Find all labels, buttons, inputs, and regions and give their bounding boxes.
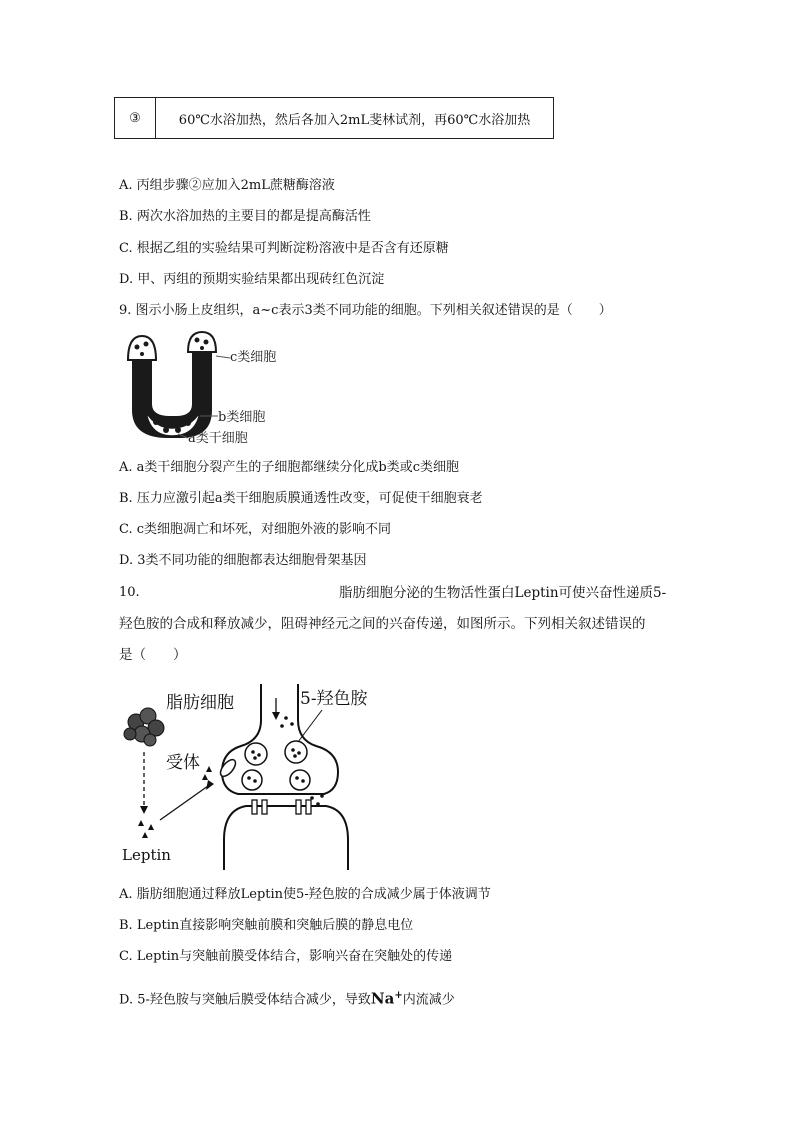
na-ion-charge: + <box>394 990 403 1001</box>
q10-option-d <box>119 986 455 1010</box>
q8-option-b: B. 两次水浴加热的主要目的都是提高酶活性 <box>119 209 371 224</box>
q10-stem-line2: 羟色胺的合成和释放减少，阻碍神经元之间的兴奋传递，如图所示。下列相关叙述错误的 <box>119 616 646 632</box>
synapse-figure <box>116 680 386 870</box>
q10-number: 10. <box>119 585 140 600</box>
na-ion-symbol: Na <box>370 989 395 1008</box>
table-step-cell: ③ <box>115 98 156 138</box>
q10-option-a: A. 脂肪细胞通过释放Leptin使5-羟色胺的合成减少属于体液调节 <box>119 887 491 902</box>
label-a-cell: a类干细胞 <box>188 431 248 446</box>
q8-option-c: C. 根据乙组的实验结果可判断淀粉溶液中是否含有还原糖 <box>119 241 449 256</box>
q10-option-b: B. Leptin直接影响突触前膜和突触后膜的静息电位 <box>119 918 414 933</box>
label-receptor: 受体 <box>166 753 200 773</box>
q9-option-a: A. a类干细胞分裂产生的子细胞都继续分化成b类或c类细胞 <box>119 460 460 475</box>
q8-option-a: A. 丙组步骤②应加入2mL蔗糖酶溶液 <box>119 178 335 193</box>
label-c-cell: c类细胞 <box>230 350 277 365</box>
fat-cell-icon <box>124 708 164 746</box>
table-content-cell: 60℃水浴加热，然后各加入2mL斐林试剂，再60℃水浴加热 <box>178 112 531 128</box>
q10-option-d-suffix: 内流减少 <box>402 992 455 1008</box>
q9-option-c: C. c类细胞凋亡和坏死，对细胞外液的影响不同 <box>119 522 392 537</box>
q10-option-c: C. Leptin与突触前膜受体结合，影响兴奋在突触处的传递 <box>119 949 453 964</box>
q9-option-b: B. 压力应激引起a类干细胞质膜通透性改变，可促使干细胞衰老 <box>119 491 483 506</box>
q9-stem: 9. 图示小肠上皮组织，a~c表示3类不同功能的细胞。下列相关叙述错误的是（ ） <box>119 303 612 318</box>
label-leptin: Leptin <box>122 846 171 864</box>
q10-stem-line3: 是（ ） <box>119 647 187 663</box>
q10-option-d-prefix: D. 5-羟色胺与突触后膜受体结合减少，导致 <box>119 992 371 1008</box>
label-serotonin: 5-羟色胺 <box>300 689 368 709</box>
intestinal-epithelium-figure <box>120 330 290 450</box>
experiment-table-row <box>114 97 554 139</box>
q10-stem-line1: 脂肪细胞分泌的生物活性蛋白Leptin可使兴奋性递质5- <box>339 585 667 601</box>
q8-option-d: D. 甲、丙组的预期实验结果都出现砖红色沉淀 <box>119 272 385 287</box>
q9-option-d: D. 3类不同功能的细胞都表达细胞骨架基因 <box>119 553 367 568</box>
label-b-cell: b类细胞 <box>218 410 266 425</box>
label-fat-cell: 脂肪细胞 <box>166 693 234 713</box>
